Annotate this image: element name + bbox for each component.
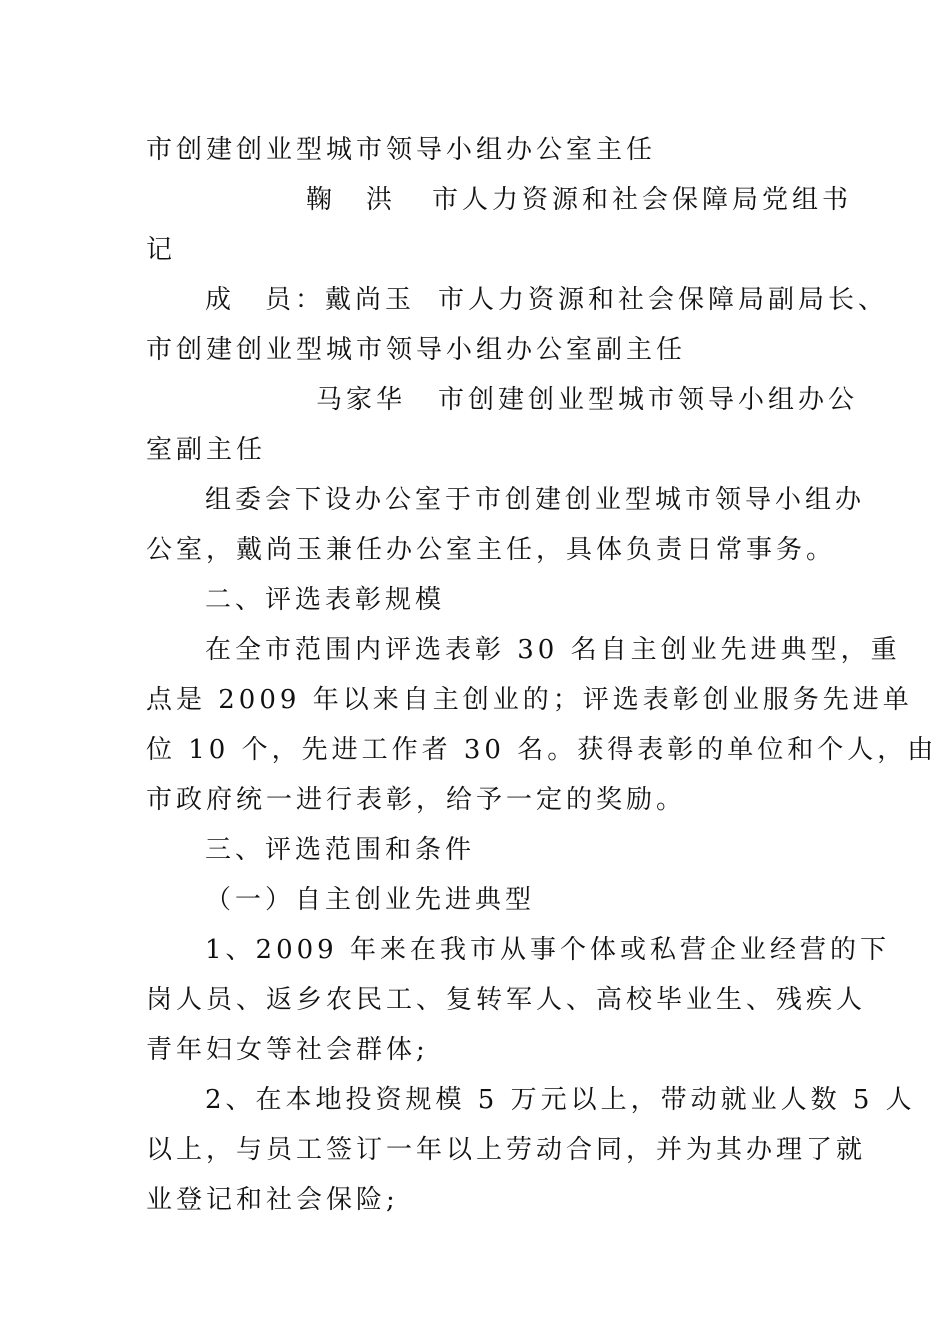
- member-name: 鞠 洪: [306, 185, 397, 215]
- paragraph-line: 市政府统一进行表彰，给予一定的奖励。: [146, 785, 687, 815]
- member-title: 市人力资源和社会保障局党组书: [432, 185, 853, 215]
- paragraph-line: 位 10 个，先进工作者 30 名。获得表彰的单位和个人，由: [146, 735, 938, 765]
- paragraph-line: 公室，戴尚玉兼任办公室主任，具体负责日常事务。: [146, 535, 837, 565]
- paragraph-line: 在全市范围内评选表彰 30 名自主创业先进典型，重: [205, 635, 901, 665]
- member-title: 市人力资源和社会保障局副局长、: [438, 285, 889, 315]
- member-role-label: 成 员：戴尚玉: [205, 285, 416, 315]
- text-line: 市创建创业型城市领导小组办公室副主任: [146, 335, 687, 365]
- section-heading: 二、评选表彰规模: [205, 585, 446, 615]
- section-heading: 三、评选范围和条件: [205, 835, 476, 865]
- paragraph-line: 1、2009 年来在我市从事个体或私营企业经营的下: [205, 935, 890, 965]
- paragraph-line: 青年妇女等社会群体;: [146, 1035, 429, 1065]
- paragraph-line: 岗人员、返乡农民工、复转军人、高校毕业生、残疾人: [146, 985, 867, 1015]
- paragraph-line: 以上，与员工签订一年以上劳动合同，并为其办理了就: [146, 1135, 867, 1165]
- paragraph-line: 点是 2009 年以来自主创业的；评选表彰创业服务先进单: [146, 685, 913, 715]
- text-line: 室副主任: [146, 435, 267, 465]
- text-line: 记: [146, 235, 177, 265]
- member-title: 市创建创业型城市领导小组办公: [438, 385, 859, 415]
- text-line: 市创建创业型城市领导小组办公室主任: [146, 135, 657, 165]
- paragraph-line: 2、在本地投资规模 5 万元以上，带动就业人数 5 人: [205, 1085, 916, 1115]
- member-name: 马家华: [316, 385, 407, 415]
- subsection-heading: （一）自主创业先进典型: [205, 885, 536, 915]
- paragraph-line: 业登记和社会保险;: [146, 1185, 399, 1215]
- paragraph-line: 组委会下设办公室于市创建创业型城市领导小组办: [205, 485, 866, 515]
